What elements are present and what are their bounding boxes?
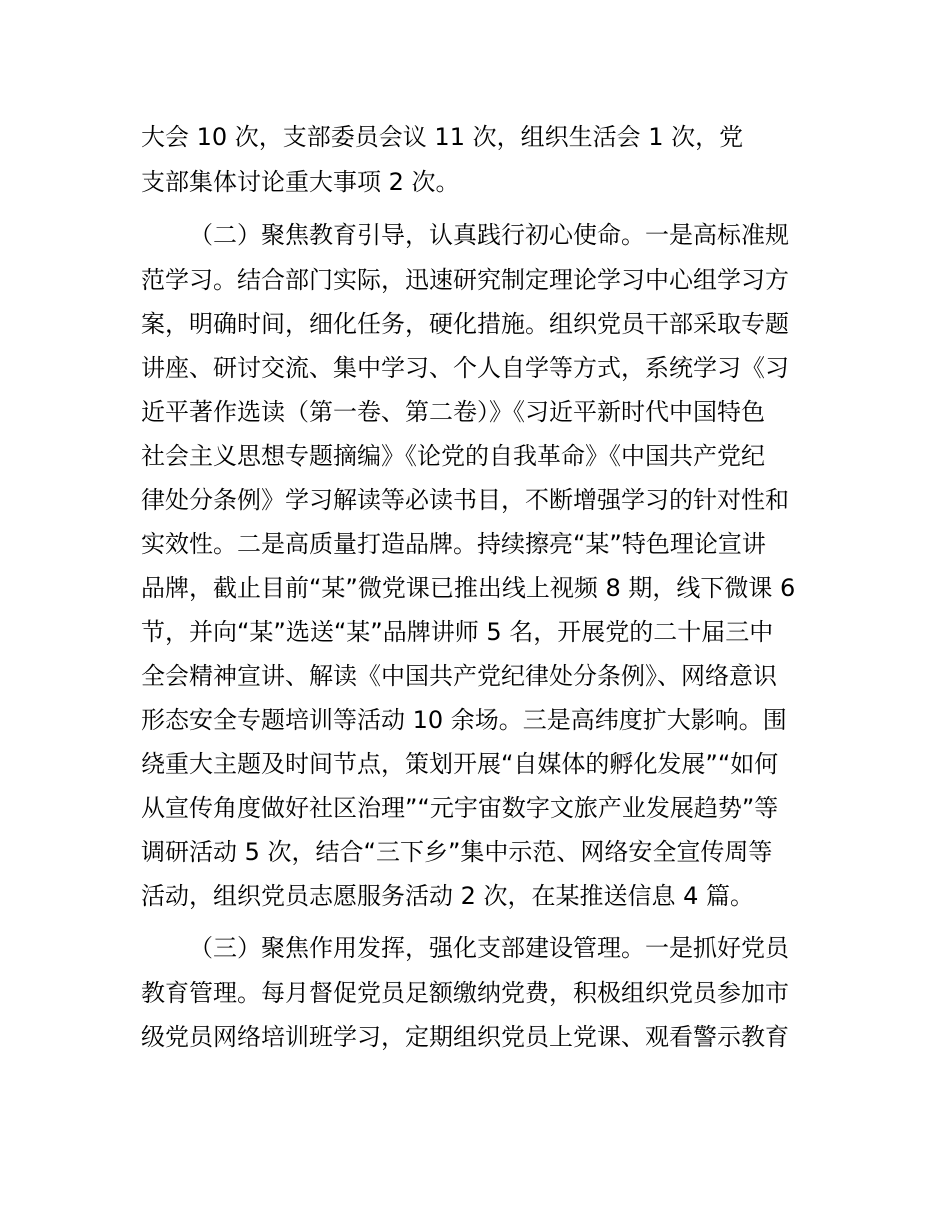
paragraph-line: 教育管理。每月督促党员足额缴纳党费，积极组织党员参加市: [141, 979, 789, 1007]
paragraph-line: 活动，组织党员志愿服务活动 2 次，在某推送信息 4 篇。: [141, 882, 755, 910]
paragraph-line: 社会主义思想专题摘编》《论党的自我革命》《中国共产党纪: [141, 442, 765, 470]
paragraph-line: 律处分条例》学习解读等必读书目，不断增强学习的针对性和: [141, 486, 789, 514]
paragraph-line: 品牌，截止目前“某”微党课已推出线上视频 8 期，线下微课 6: [141, 574, 796, 602]
paragraph-line: 节，并向“某”选送“某”品牌讲师 5 名，开展党的二十届三中: [141, 618, 774, 646]
paragraph-line: 绕重大主题及时间节点，策划开展“自媒体的孵化发展”“如何: [141, 750, 779, 778]
paragraph-line: 范学习。结合部门实际，迅速研究制定理论学习中心组学习方: [141, 266, 789, 294]
paragraph-line: 级党员网络培训班学习，定期组织党员上党课、观看警示教育: [141, 1023, 789, 1051]
paragraph-line: 支部集体讨论重大事项 2 次。: [141, 168, 460, 196]
paragraph-line: 调研活动 5 次，结合“三下乡”集中示范、网络安全宣传周等: [141, 838, 773, 866]
paragraph-line: 讲座、研讨交流、集中学习、个人自学等方式，系统学习《习: [141, 354, 789, 382]
paragraph-line: （三）聚焦作用发挥，强化支部建设管理。一是抓好党员: [189, 934, 789, 962]
paragraph-line: 近平著作选读（第一卷、第二卷）》《习近平新时代中国特色: [141, 398, 765, 426]
paragraph-line: 实效性。二是高质量打造品牌。持续擦亮“某”特色理论宣讲: [141, 530, 766, 558]
paragraph-line: （二）聚焦教育引导，认真践行初心使命。一是高标准规: [189, 221, 789, 249]
paragraph-line: 全会精神宣讲、解读《中国共产党纪律处分条例》、网络意识: [141, 662, 777, 690]
paragraph-line: 大会 10 次，支部委员会议 11 次，组织生活会 1 次，党: [141, 123, 744, 151]
paragraph-line: 从宣传角度做好社区治理”“元宇宙数字文旅产业发展趋势”等: [141, 794, 779, 822]
paragraph-line: 形态安全专题培训等活动 10 余场。三是高纬度扩大影响。围: [141, 706, 787, 734]
paragraph-line: 案，明确时间，细化任务，硬化措施。组织党员干部采取专题: [141, 310, 789, 338]
